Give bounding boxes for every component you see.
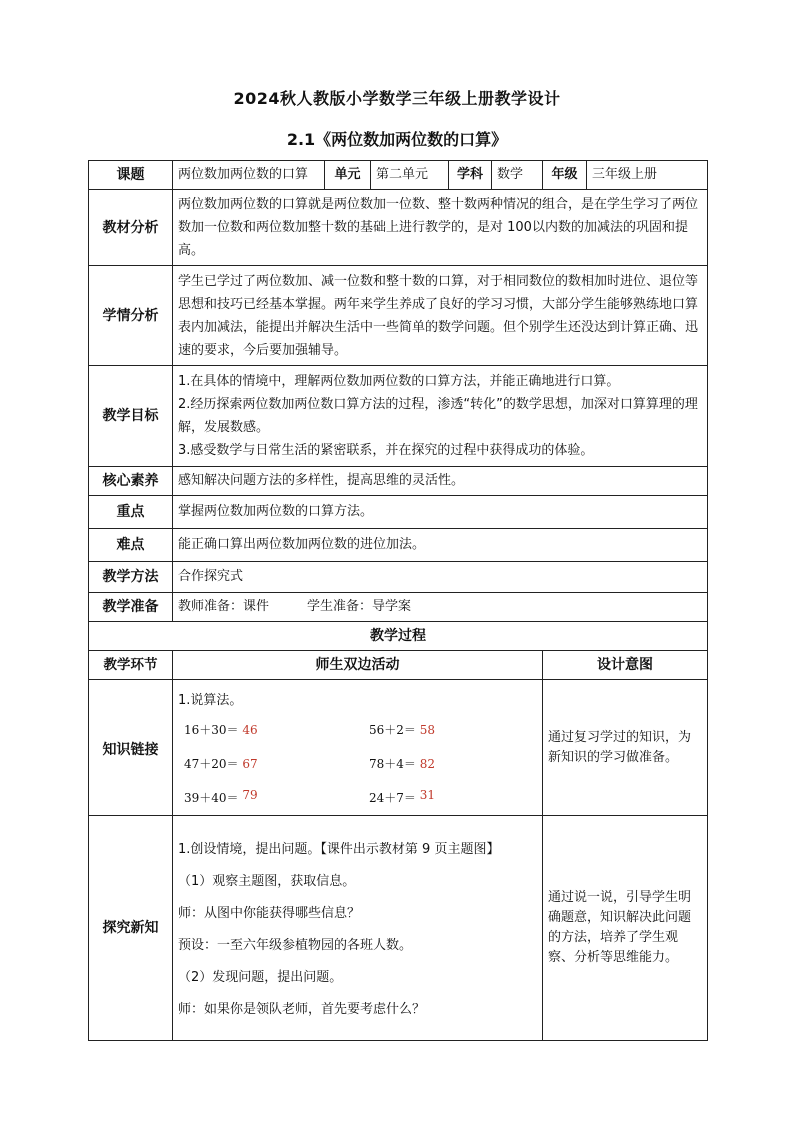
calc-item: 16＋30＝ 46: [184, 722, 258, 737]
stage1-label: 知识链接: [89, 680, 173, 816]
prep-label: 教学准备: [89, 593, 173, 622]
method-text: 合作探究式: [173, 562, 708, 593]
goals-list: [173, 366, 708, 467]
col-activity-header: 师生双边活动: [173, 651, 543, 680]
col-stage-header: 教学环节: [89, 651, 173, 680]
method-label: 教学方法: [89, 562, 173, 593]
key-text: 掌握两位数加两位数的口算方法。: [173, 496, 708, 529]
lesson-plan-table: [88, 160, 708, 1041]
process-heading: 教学过程: [89, 622, 708, 651]
col-intent-header: 设计意图: [543, 651, 708, 680]
step-item: 师：从图中你能获得哪些信息？: [178, 906, 361, 921]
step-item: （1）观察主题图，获取信息。: [178, 874, 356, 889]
method-row: [89, 562, 708, 593]
student-row: [89, 266, 708, 366]
calc-item: 78＋4＝ 82: [369, 756, 436, 771]
stage1-activity: [173, 680, 543, 816]
difficult-text: 能正确口算出两位数加两位数的进位加法。: [173, 529, 708, 562]
student-label: 学情分析: [89, 266, 173, 366]
document-title: 2024秋人教版小学数学三年级上册教学设计: [233, 89, 561, 108]
grade-label: 年级: [543, 161, 587, 190]
calc-answer: 67: [242, 756, 258, 771]
calc-exercises: [184, 720, 537, 808]
unit-label: 单元: [325, 161, 371, 190]
core-row: [89, 467, 708, 496]
key-label: 重点: [89, 496, 173, 529]
calc-item: 24＋7＝ 31: [369, 787, 436, 805]
step-item: 1.创设情境，提出问题。【课件出示教材第 9 页主题图】: [178, 842, 500, 857]
goal-item: 2.经历探索两位数加两位数口算方法的过程，渗透“转化”的数学思想，加深对口算算理的理解，发展数感。: [178, 397, 698, 435]
subject-label: 学科: [449, 161, 492, 190]
goals-row: [89, 366, 708, 467]
stage1-intro: 1.说算法。: [178, 692, 243, 708]
calc-answer: 31: [419, 787, 436, 802]
core-label: 核心素养: [89, 467, 173, 496]
difficult-label: 难点: [89, 529, 173, 562]
stage-explore-new: [89, 816, 708, 1041]
calc-item: 47＋20＝ 67: [184, 756, 258, 771]
step-item: （2）发现问题，提出问题。: [178, 970, 343, 985]
goals-label: 教学目标: [89, 366, 173, 467]
grade-value: 三年级上册: [587, 161, 708, 190]
prep-cell: [173, 593, 708, 622]
textbook-text: 两位数加两位数的口算就是两位数加一位数、整十数两种情况的组合，是在学生学习了两位数加一位数和两位数加整十数的基础上进行教学的，是对 100以内数的加减法的巩固和提高。: [173, 190, 708, 266]
subject-value: 数学: [492, 161, 543, 190]
topic-value: 两位数加两位数的口算: [173, 161, 325, 190]
calc-answer: 79: [242, 787, 258, 802]
calc-answer: 46: [242, 722, 258, 737]
stage2-activity: [173, 816, 543, 1041]
calc-answer: 58: [419, 722, 436, 737]
prep-student: 学生准备：导学案: [307, 599, 412, 614]
lesson-title: 2.1《两位数加两位数的口算》: [286, 130, 508, 149]
step-item: 预设：一至六年级参植物园的各班人数。: [178, 938, 413, 953]
key-row: [89, 496, 708, 529]
process-columns-row: [89, 651, 708, 680]
step-item: 师：如果你是领队老师，首先要考虑什么？: [178, 1002, 426, 1017]
info-row: [89, 161, 708, 190]
prep-row: [89, 593, 708, 622]
core-text: 感知解决问题方法的多样性，提高思维的灵活性。: [173, 467, 708, 496]
calc-answer: 82: [419, 756, 436, 771]
student-text: 学生已学过了两位数加、减一位数和整十数的口算，对于相同数位的数相加时进位、退位等思想和技巧已经基本掌握。两年来学生养成了良好的学习习惯，大部分学生能够熟练地口算表内加减法，能提出并解决生活中一些简单的数学问题。但个别学生还没达到计算正确、迅速的要求，今后要加强辅导。: [173, 266, 708, 366]
topic-label: 课题: [89, 161, 173, 190]
prep-teacher: 教师准备：课件: [178, 599, 270, 614]
stage1-intent: 通过复习学过的知识，为新知识的学习做准备。: [543, 680, 708, 816]
textbook-row: [89, 190, 708, 266]
goal-item: 3.感受数学与日常生活的紧密联系，并在探究的过程中获得成功的体验。: [178, 443, 594, 458]
calc-item: 56＋2＝ 58: [369, 722, 436, 737]
textbook-label: 教材分析: [89, 190, 173, 266]
stage2-label: 探究新知: [89, 816, 173, 1041]
calc-item: 39＋40＝ 79: [184, 787, 258, 805]
process-heading-row: [89, 622, 708, 651]
goal-item: 1.在具体的情境中，理解两位数加两位数的口算方法，并能正确地进行口算。: [178, 374, 620, 389]
stage-knowledge-link: [89, 680, 708, 816]
stage2-intent: 通过说一说，引导学生明确题意，知识解决此问题的方法，培养了学生观察、分析等思维能力。: [543, 816, 708, 1041]
difficult-row: [89, 529, 708, 562]
unit-value: 第二单元: [371, 161, 449, 190]
